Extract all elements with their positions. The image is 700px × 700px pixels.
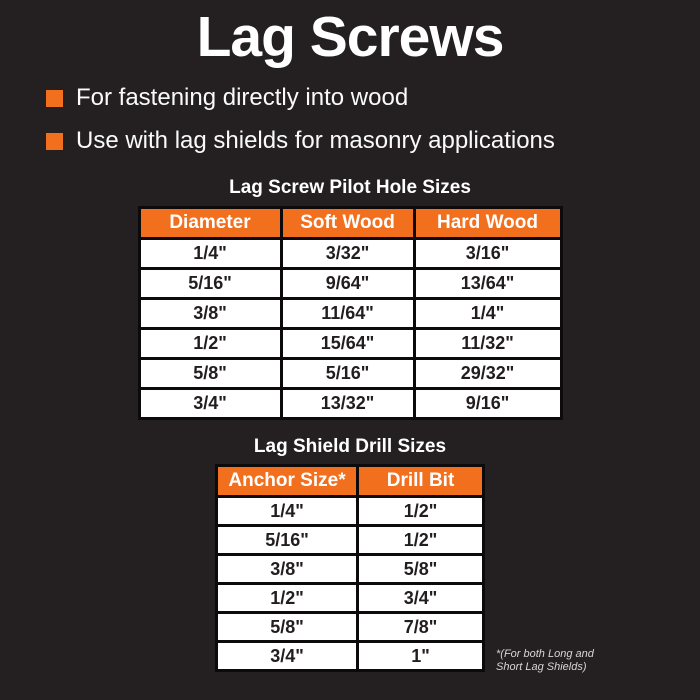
table-row [139, 329, 561, 359]
table-cell: 1/4" [414, 299, 561, 329]
page-title: Lag Screws [196, 5, 504, 69]
table-cell: 3/16" [414, 239, 561, 269]
table-cell: 3/4" [358, 584, 484, 613]
list-item [46, 127, 700, 155]
column-header: Drill Bit [358, 466, 484, 497]
footnote [496, 648, 594, 674]
table-cell: 11/32" [414, 329, 561, 359]
table-cell: 1" [358, 642, 484, 671]
table-row [139, 359, 561, 389]
bullet-text: For fastening directly into wood [76, 84, 409, 111]
table-cell: 3/4" [217, 642, 358, 671]
pilot-hole-table [138, 206, 563, 420]
table-cell: 15/64" [281, 329, 414, 359]
table-row [139, 269, 561, 299]
table-row [217, 497, 484, 526]
table-row [217, 613, 484, 642]
table-cell: 1/2" [358, 526, 484, 555]
table-row [139, 389, 561, 419]
table-cell: 1/2" [139, 329, 281, 359]
table-cell: 9/16" [414, 389, 561, 419]
bullet-text: Use with lag shields for masonry applications [76, 127, 555, 154]
table-cell: 13/64" [414, 269, 561, 299]
table-cell: 3/8" [139, 299, 281, 329]
header-row [217, 466, 484, 497]
table-cell: 5/16" [281, 359, 414, 389]
table-row [139, 299, 561, 329]
table-cell: 1/4" [139, 239, 281, 269]
table-cell: 1/2" [358, 497, 484, 526]
table-cell: 29/32" [414, 359, 561, 389]
table-row [217, 584, 484, 613]
table-cell: 5/8" [217, 613, 358, 642]
list-item [46, 84, 700, 112]
header-row [139, 208, 561, 239]
table-row [217, 526, 484, 555]
table-cell: 1/2" [217, 584, 358, 613]
footnote-line: *(For both Long and [496, 648, 594, 660]
table-cell: 1/4" [217, 497, 358, 526]
column-header: Diameter [139, 208, 281, 239]
table-cell: 3/32" [281, 239, 414, 269]
table-cell: 3/8" [217, 555, 358, 584]
column-header: Anchor Size* [217, 466, 358, 497]
table-cell: 11/64" [281, 299, 414, 329]
table-cell: 7/8" [358, 613, 484, 642]
table-cell: 5/16" [217, 526, 358, 555]
feature-list [46, 84, 700, 155]
table-cell: 5/8" [139, 359, 281, 389]
table-cell: 3/4" [139, 389, 281, 419]
bullet-square-icon [46, 90, 63, 107]
table-cell: 5/16" [139, 269, 281, 299]
table-cell: 5/8" [358, 555, 484, 584]
column-header: Soft Wood [281, 208, 414, 239]
table-row [217, 642, 484, 671]
footnote-line: Short Lag Shields) [496, 661, 587, 673]
column-header: Hard Wood [414, 208, 561, 239]
shield-drill-table [215, 464, 485, 672]
pilot-hole-table-title: Lag Screw Pilot Hole Sizes [229, 177, 471, 198]
bullet-square-icon [46, 133, 63, 150]
shield-drill-table-title: Lag Shield Drill Sizes [253, 436, 447, 457]
table-cell: 13/32" [281, 389, 414, 419]
table-cell: 9/64" [281, 269, 414, 299]
table-row [217, 555, 484, 584]
table-row [139, 239, 561, 269]
